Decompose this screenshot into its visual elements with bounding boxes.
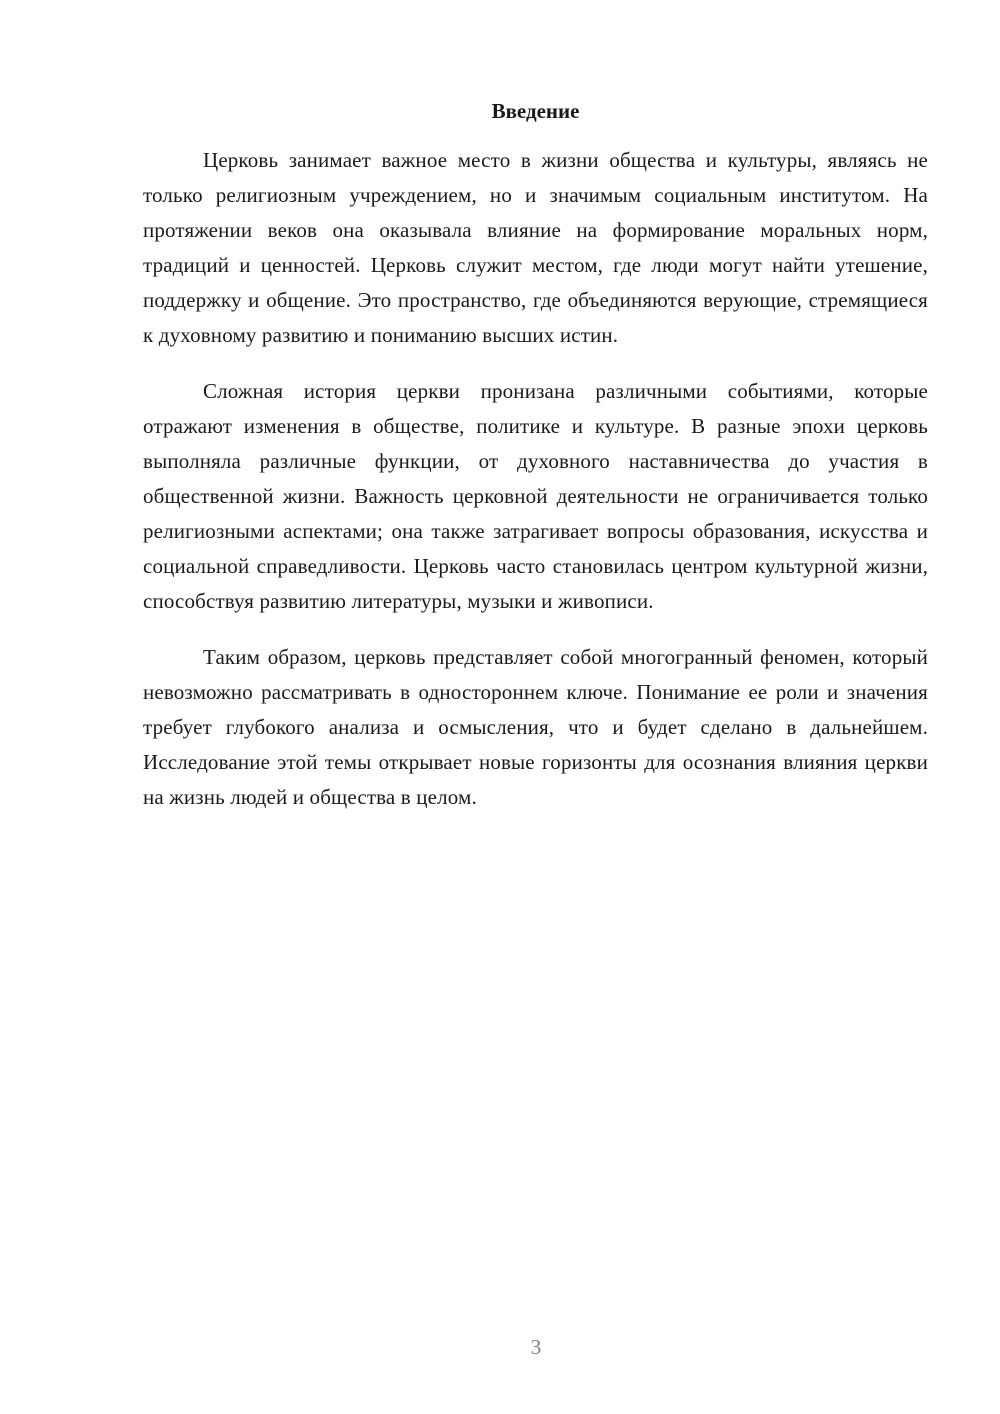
page-number: 3 xyxy=(530,1335,542,1359)
section-heading: Введение xyxy=(491,99,580,123)
body-text xyxy=(143,143,928,836)
paragraph-1: Церковь занимает важное место в жизни общества и культуры, являясь не только религиозным учреждением, но и значимым социальным институтом. На протяжении веков она оказывала влияние на формирование моральных норм, традиций и ценностей. Церковь служит местом, где люди могут найти утешение, поддержку и общение. Это пространство, где объединяются верующие, стремящиеся к духовному развитию и пониманию высших истин. xyxy=(143,148,928,347)
paragraph-3: Таким образом, церковь представляет собой многогранный феномен, который невозможно рассматривать в одностороннем ключе. Понимание ее роли и значения требует глубокого анализа и осмысления, что и будет сделано в дальнейшем. Исследование этой темы открывает новые горизонты для осознания влияния церкви на жизнь людей и общества в целом. xyxy=(143,645,928,809)
paragraph-2: Сложная история церкви пронизана различными событиями, которые отражают изменения в обществе, политике и культуре. В разные эпохи церковь выполняла различные функции, от духовного наставничества до участия в общественной жизни. Важность церковной деятельности не ограничивается только религиозными аспектами; она также затрагивает вопросы образования, искусства и социальной справедливости. Церковь часто становилась центром культурной жизни, способствуя развитию литературы, музыки и живописи. xyxy=(143,379,928,613)
